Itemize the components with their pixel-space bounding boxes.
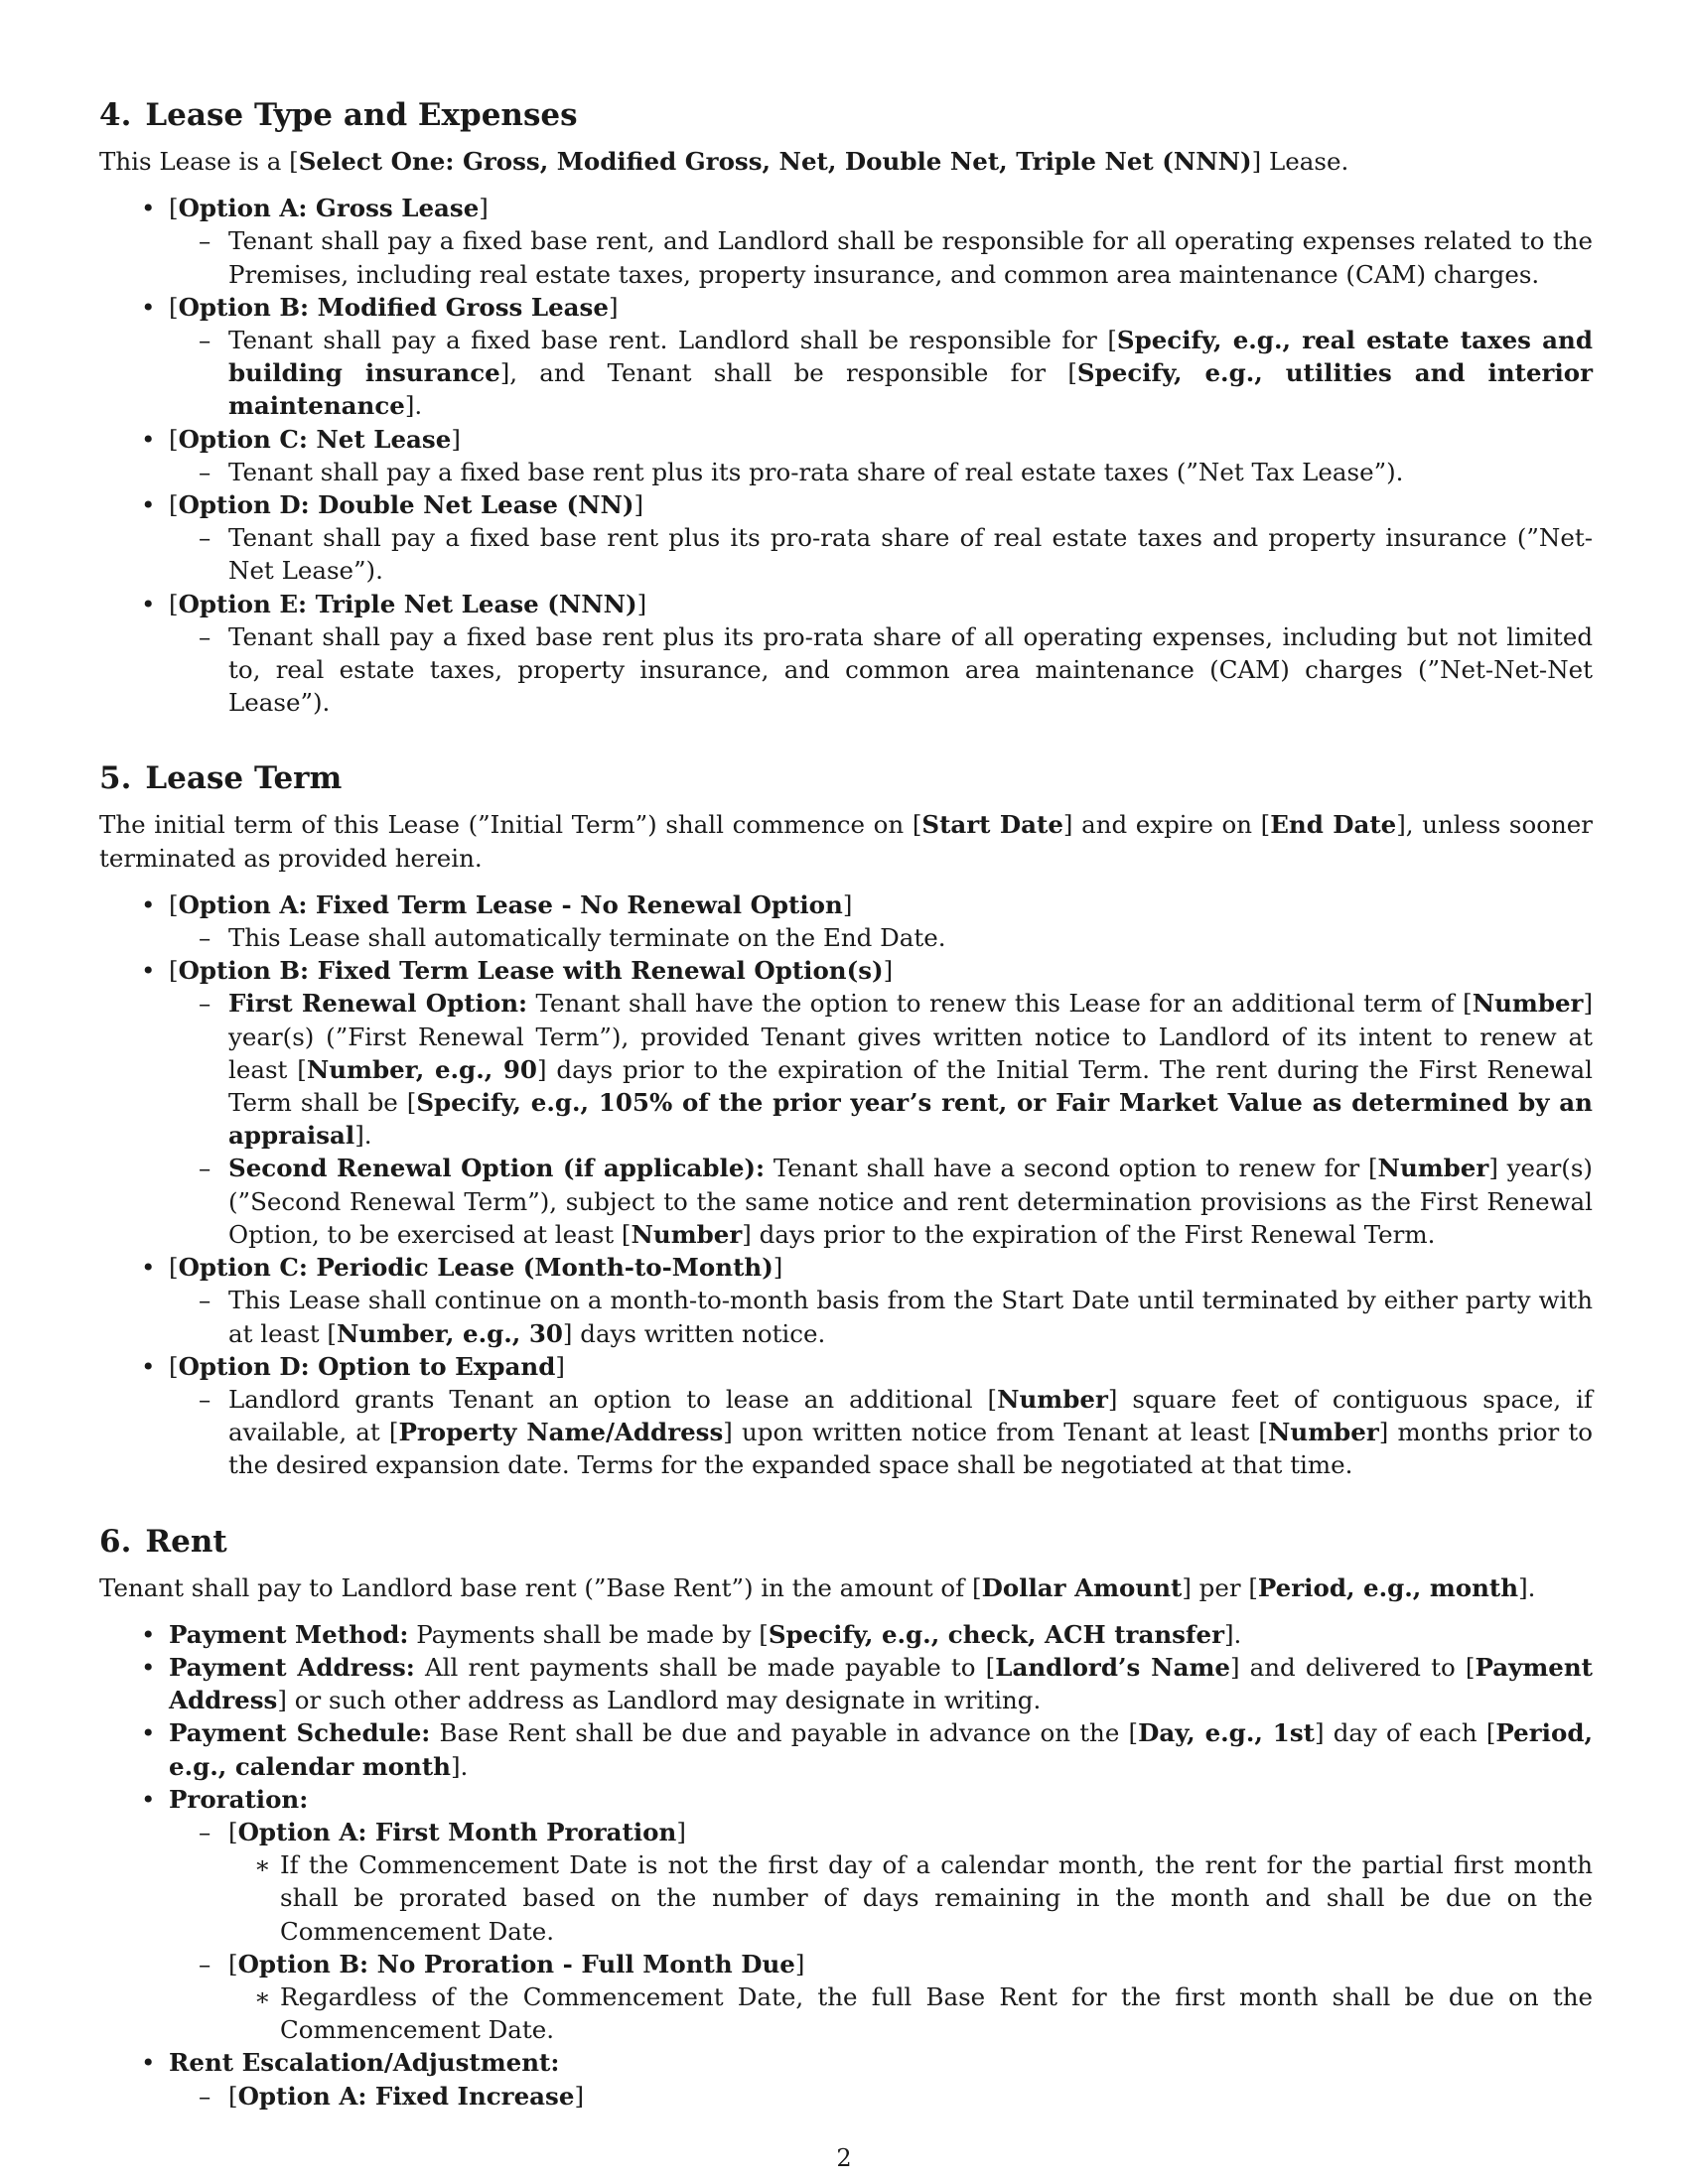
list-item: • [Option B: Fixed Term Lease with Renewal Option(s)] – First Renewal Option: Tenant shall have the option to renew this Lease for an additional term of [Number] year(s) (”First Renewal Term”), provided Tenant gives written notice to Landlord of its intent to renew at least [Number, e.g., 90] days prior to the expiration of the Initial Term. The rent during the First Renewal Term shall be [Specify, e.g., 105% of the prior year’s rent, or Fair Market Value as determined by an appraisal]. – Second Renewal Option (if applicable): Tenant shall have a second option to renew for [Number] year(s) (”Second Renewal Term”), subject to the same notice and rent determination provisions as the First Renewal Option, to be exercised at least [Number] days prior to the expiration of the First Renewal Term. — [99, 954, 1593, 1251]
sub-sub-item: ∗ Regardless of the Commencement Date, the full Base Rent for the first month shall be due on the Commencement Date. — [228, 1980, 1593, 2046]
list-item: • [Option D: Double Net Lease (NN)] – Tenant shall pay a fixed base rent plus its pro-rata share of real estate taxes and property insurance (”Net-Net Lease”). — [99, 488, 1593, 588]
section-lease-term — [99, 758, 1593, 1481]
list-item: • [Option D: Option to Expand] – Landlord grants Tenant an option to lease an additional [Number] square feet of contiguous space, if available, at [Property Name/Address] upon written notice from Tenant at least [Number] months prior to the desired expansion date. Terms for the expanded space shall be negotiated at that time. — [99, 1350, 1593, 1482]
section-intro: Tenant shall pay to Landlord base rent (”Base Rent”) in the amount of [Dollar Amount] per [Period, e.g., month]. — [99, 1572, 1536, 1602]
sub-item: – Tenant shall pay a fixed base rent plus its pro-rata share of real estate taxes and property insurance (”Net-Net Lease”). — [169, 521, 1593, 587]
section-intro: This Lease is a [Select One: Gross, Modified Gross, Net, Double Net, Triple Net (NNN)] Lease. — [99, 147, 1349, 176]
sub-item: – Landlord grants Tenant an option to lease an additional [Number] square feet of contiguous space, if available, at [Property Name/Address] upon written notice from Tenant at least [Number] months prior to the desired expansion date. Terms for the expanded space shall be negotiated at that time. — [169, 1383, 1593, 1482]
list-item: • Payment Schedule: Base Rent shall be due and payable in advance on the [Day, e.g., 1st] day of each [Period, e.g., calendar month]. — [99, 1716, 1593, 1782]
sub-item: – This Lease shall automatically terminate on the End Date. — [169, 921, 1593, 954]
sub-item: – [Option B: No Proration - Full Month Due] ∗ Regardless of the Commencement Date, the full Base Rent for the first month shall be due on the Commencement Date. — [169, 1948, 1593, 2047]
section-title: Rent — [145, 1523, 227, 1560]
list-item: • [Option B: Modified Gross Lease] – Tenant shall pay a fixed base rent. Landlord shall be responsible for [Specify, e.g., real estate taxes and building insurance], and Tenant shall be responsible for [Specify, e.g., utilities and interior maintenance]. — [99, 291, 1593, 423]
rent-list — [99, 1618, 1593, 2113]
section-heading — [99, 758, 1593, 798]
section-title: Lease Type and Expenses — [145, 97, 578, 133]
section-number: 4. — [99, 97, 132, 133]
sub-item: – First Renewal Option: Tenant shall have the option to renew this Lease for an additional term of [Number] year(s) (”First Renewal Term”), provided Tenant gives written notice to Landlord of its intent to renew at least [Number, e.g., 90] days prior to the expiration of the Initial Term. The rent during the First Renewal Term shall be [Specify, e.g., 105% of the prior year’s rent, or Fair Market Value as determined by an appraisal]. — [169, 987, 1593, 1152]
section-intro: The initial term of this Lease (”Initial Term”) shall commence on [Start Date] and expire on [End Date], unless sooner terminated as provided herein. — [99, 810, 1593, 873]
option-list — [99, 888, 1593, 1482]
section-rent — [99, 1522, 1593, 2113]
list-item: • Payment Address: All rent payments shall be made payable to [Landlord’s Name] and delivered to [Payment Address] or such other address as Landlord may designate in writing. — [99, 1651, 1593, 1716]
sub-item: – Tenant shall pay a fixed base rent plus its pro-rata share of all operating expenses, including but not limited to, real estate taxes, property insurance, and common area maintenance (CAM) charges (”Net-Net-Net Lease”). — [169, 620, 1593, 720]
list-item: • [Option C: Periodic Lease (Month-to-Month)] – This Lease shall continue on a month-to-month basis from the Start Date until terminated by either party with at least [Number, e.g., 30] days written notice. — [99, 1251, 1593, 1350]
list-item: • [Option C: Net Lease] – Tenant shall pay a fixed base rent plus its pro-rata share of real estate taxes (”Net Tax Lease”). — [99, 423, 1593, 488]
section-number: 6. — [99, 1523, 132, 1560]
document-page — [99, 95, 1593, 2152]
section-heading — [99, 1522, 1593, 1562]
sub-item: – [Option A: Fixed Increase] — [169, 2080, 1593, 2113]
sub-item: – [Option A: First Month Proration] ∗ If the Commencement Date is not the first day of a calendar month, the rent for the partial first month shall be prorated based on the number of days remaining in the month and shall be due on the Commencement Date. — [169, 1816, 1593, 1948]
section-number: 5. — [99, 760, 132, 797]
option-list — [99, 192, 1593, 719]
page-number: 2 — [836, 2144, 852, 2172]
sub-item: – Second Renewal Option (if applicable): Tenant shall have a second option to renew for [Number] year(s) (”Second Renewal Term”), subject to the same notice and rent determination provisions as the First Renewal Option, to be exercised at least [Number] days prior to the expiration of the First Renewal Term. — [169, 1152, 1593, 1251]
list-item: • [Option E: Triple Net Lease (NNN)] – Tenant shall pay a fixed base rent plus its pro-rata share of all operating expenses, including but not limited to, real estate taxes, property insurance, and common area maintenance (CAM) charges (”Net-Net-Net Lease”). — [99, 588, 1593, 720]
section-lease-type — [99, 95, 1593, 719]
sub-item: – This Lease shall continue on a month-to-month basis from the Start Date until terminated by either party with at least [Number, e.g., 30] days written notice. — [169, 1284, 1593, 1349]
section-heading — [99, 95, 1593, 135]
list-item: • [Option A: Fixed Term Lease - No Renewal Option] – This Lease shall automatically terminate on the End Date. — [99, 888, 1593, 954]
section-title: Lease Term — [145, 760, 343, 797]
sub-sub-item: ∗ If the Commencement Date is not the first day of a calendar month, the rent for the partial first month shall be prorated based on the number of days remaining in the month and shall be due on the Commencement Date. — [228, 1848, 1593, 1948]
list-item: • [Option A: Gross Lease] – Tenant shall pay a fixed base rent, and Landlord shall be responsible for all operating expenses related to the Premises, including real estate taxes, property insurance, and common area maintenance (CAM) charges. — [99, 192, 1593, 291]
list-item: • Payment Method: Payments shall be made by [Specify, e.g., check, ACH transfer]. — [99, 1618, 1593, 1651]
list-item: • Proration: – [Option A: First Month Proration] ∗ If the Commencement Date is not the first day of a calendar month, the rent for the partial first month shall be prorated based on the number of days remaining in the month and shall be due on the Commencement Date. – [Option B: No Proration - Full Month Due] ∗ Regardless of the Commencement Date, the full Base Rent for the first month shall be due on the Commencement Date. — [99, 1783, 1593, 2047]
sub-item: – Tenant shall pay a fixed base rent, and Landlord shall be responsible for all operating expenses related to the Premises, including real estate taxes, property insurance, and common area maintenance (CAM) charges. — [169, 224, 1593, 290]
list-item: • Rent Escalation/Adjustment: – [Option A: Fixed Increase] — [99, 2046, 1593, 2112]
sub-item: – Tenant shall pay a fixed base rent. Landlord shall be responsible for [Specify, e.g., real estate taxes and building insurance], and Tenant shall be responsible for [Specify, e.g., utilities and interior maintenance]. — [169, 324, 1593, 423]
sub-item: – Tenant shall pay a fixed base rent plus its pro-rata share of real estate taxes (”Net Tax Lease”). — [169, 456, 1593, 488]
